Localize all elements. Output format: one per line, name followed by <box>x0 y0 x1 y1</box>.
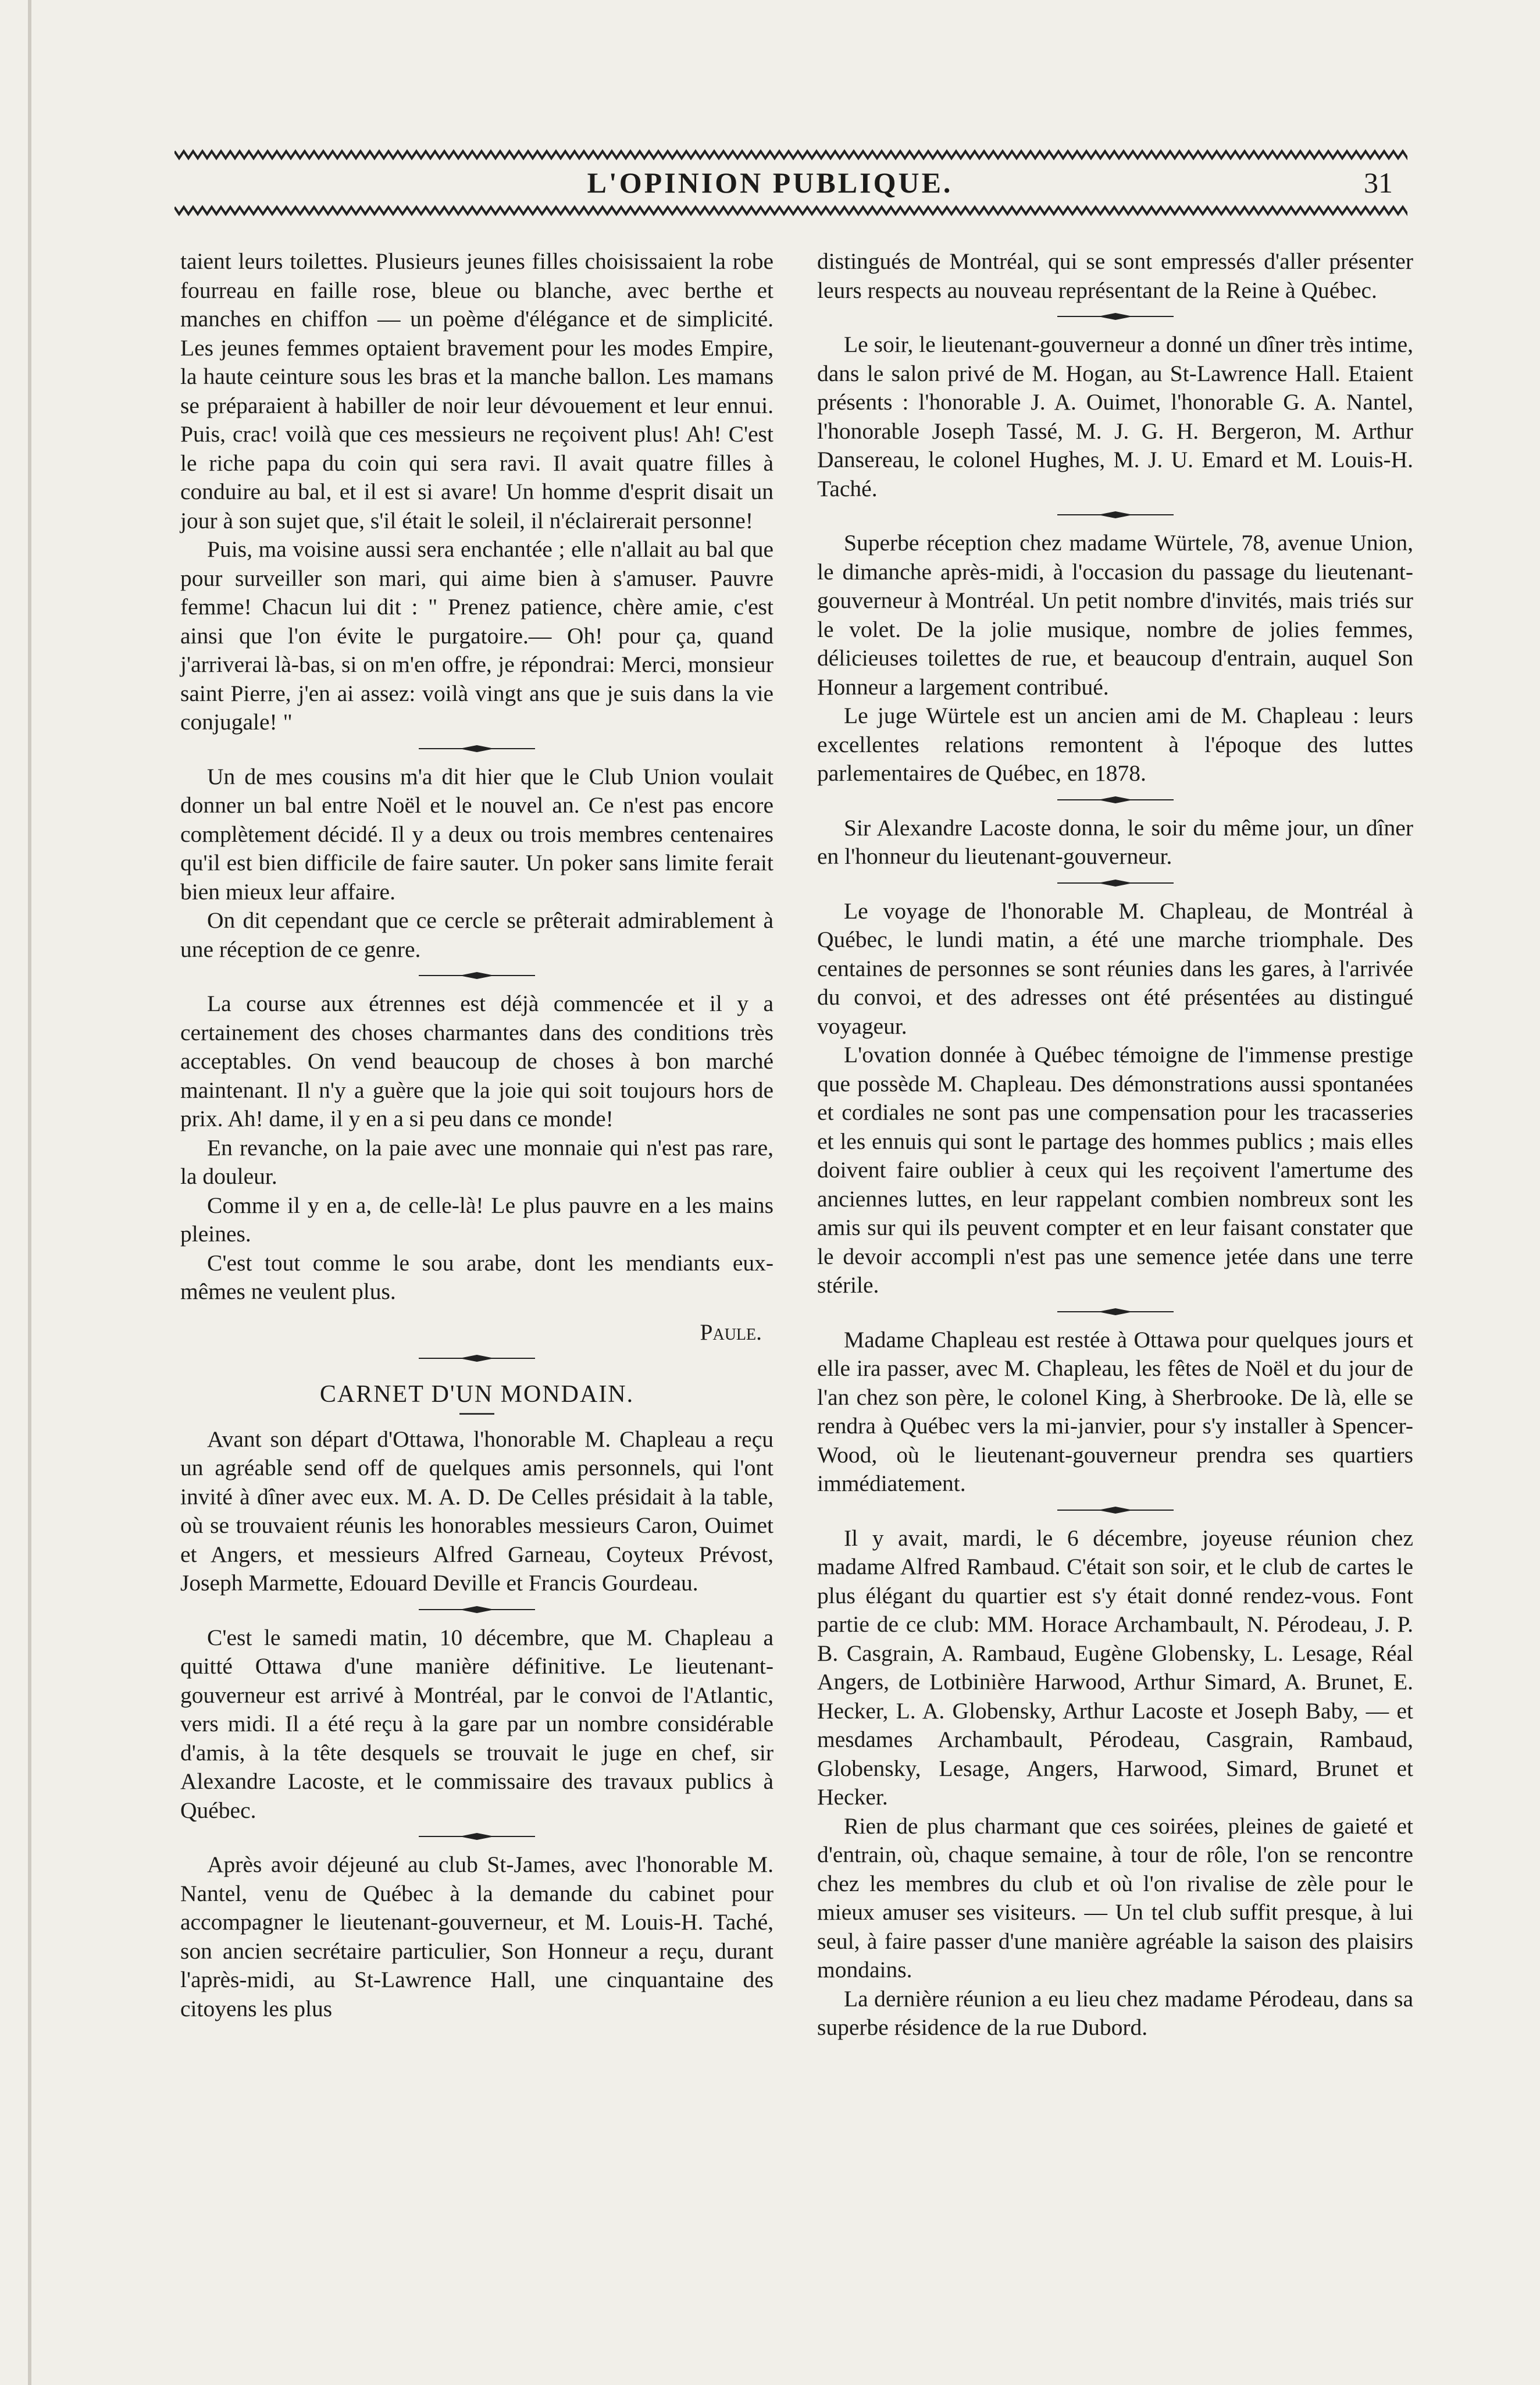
paragraph: Le soir, le lieutenant-gouverneur a donné un dîner très intime, dans le salon privé de M. Hogan, au St-Lawrence Hall. Etaient présents : l'honorable J. A. Ouimet, l'honorable G. A. Nantel, l'honorable Joseph Tassé, M. J. G. H. Bergeron, M. Arthur Dansereau, le colonel Hughes, M. J. U. Emard et M. Louis-H. Taché. <box>817 332 1413 501</box>
section-title: CARNET D'UN MONDAIN. <box>319 1381 634 1408</box>
paragraph: distingués de Montréal, qui se sont empressés d'aller présenter leurs respects au nouveau représentant de la Reine à Québec. <box>817 248 1413 303</box>
paragraph: Il y avait, mardi, le 6 décembre, joyeuse réunion chez madame Alfred Rambaud. C'était son soir, et le club de cartes le plus élégant du quartier est s'y était donné rendez-vous. Font partie de ce club: MM. Horace Archambault, N. Pérodeau, J. P. B. Casgrain, A. Rambaud, Eugène Globensky, L. Lesage, Réal Angers, de Lotbinière Harwood, Arthur Simard, A. Brunet, E. Hecker, L. A. Globensky, Arthur Lacoste et Joseph Baby, — et mesdames Archambault, Pérodeau, Casgrain, Rambaud, Globensky, Lesage, Angers, Harwood, Simard, Brunet et Hecker. <box>817 1525 1413 1810</box>
paragraph: Avant son départ d'Ottawa, l'honorable M. Chapleau a reçu un agréable send off de quelques amis personnels, qui l'ont invité à dîner avec eux. M. A. D. De Celles présidait à la table, où se trouvaient réunis les honorables messieurs Caron, Ouimet et Angers, et messieurs Alfred Garneau, Coyteux Prévost, Joseph Marmette, Edouard Deville et Francis Gourdeau. <box>180 1426 773 1596</box>
page-number: 31 <box>1364 166 1393 199</box>
section-separator <box>817 1498 1413 1524</box>
paragraph: Puis, ma voisine aussi sera enchantée ; elle n'allait au bal que pour surveiller son mari, qui aime bien à s'amuser. Pauvre femme! Chacun lui dit : " Prenez patience, chère amie, c'est ainsi que l'on évite le purgatoire.— Oh! pour ça, quand j'arriverai là-bas, si on m'en offre, je répondrai: Merci, monsieur saint Pierre, j'en ai assez: voilà vingt ans que je suis dans la vie conjugale! " <box>180 536 773 735</box>
top-wave-rule <box>174 148 1407 162</box>
title-rule <box>459 1413 494 1415</box>
paragraph: Madame Chapleau est restée à Ottawa pour quelques jours et elle ira passer, avec M. Chapleau, les fêtes de Noël et du jour de l'an chez son père, le colonel King, à Sherbrooke. De là, elle se rendra à Québec vers la mi-janvier, pour s'y installer à Spencer-Wood, où le lieutenant-gouverneur prendra ses quartiers immédiatement. <box>817 1326 1413 1496</box>
paragraph: Comme il y en a, de celle-là! Le plus pauvre en a les mains pleines. <box>180 1192 773 1247</box>
section-separator <box>180 1347 773 1372</box>
paragraph: La course aux étrennes est déjà commencée et il y a certainement des choses charmantes dans des conditions très acceptables. On vend beaucoup de choses à bon marché maintenant. Il n'y a guère que la joie qui soit toujours hors de prix. Ah! dame, il y en a si peu dans ce monde! <box>180 991 773 1131</box>
paragraph: taient leurs toilettes. Plusieurs jeunes filles choisissaient la robe fourreau en faille rose, bleue ou blanche, avec berthe et manches en chiffon — un poème d'élégance et de simplicité. Les jeunes femmes optaient bravement pour les modes Empire, la haute ceinture sous les bras et la manche ballon. Les mamans se préparaient à habiller de noir leur dévouement et leur ennui. Puis, crac! voilà que ces messieurs ne reçoivent plus! Ah! C'est le riche papa du coin qui sera ravi. Il avait quatre filles à conduire au bal, et il est si avare! Un homme d'esprit disait un jour à son sujet que, s'il était le soleil, il n'éclairerait personne! <box>180 248 773 533</box>
author-signature: Paule. <box>700 1319 762 1345</box>
section-separator <box>817 871 1413 897</box>
paragraph: C'est le samedi matin, 10 décembre, que M. Chapleau a quitté Ottawa d'une manière définitive. Le lieutenant-gouverneur est arrivé à Montréal, par le convoi de l'Atlantic, vers midi. Il a été reçu à la gare par un nombre considérable d'amis, à la tête desquels se trouvait le juge en chef, sir Alexandre Lacoste, et le commissaire des travaux publics à Québec. <box>180 1624 773 1823</box>
paragraph: Le voyage de l'honorable M. Chapleau, de Montréal à Québec, le lundi matin, a été une marche triomphale. Des centaines de personnes se sont réunies dans les gares, à l'arrivée du convoi, et des adresses ont été présentées au distingué voyageur. <box>817 898 1413 1039</box>
paragraph: On dit cependant que ce cercle se prêterait admirablement à une réception de ce genre. <box>180 907 773 962</box>
section-separator <box>180 964 773 989</box>
paragraph: Superbe réception chez madame Würtele, 78, avenue Union, le dimanche après-midi, à l'occasion du passage du lieutenant-gouverneur à Montréal. Un petit nombre d'invités, mais triés sur le volet. De la jolie musique, nombre de jolies femmes, délicieuses toilettes de rue, et beaucoup d'entrain, auquel Son Honneur a largement contribué. <box>817 530 1413 700</box>
running-header: L'OPINION PUBLIQUE. <box>587 166 953 199</box>
paragraph: Sir Alexandre Lacoste donna, le soir du même jour, un dîner en l'honneur du lieutenant-gouverneur. <box>817 814 1413 869</box>
paragraph: L'ovation donnée à Québec témoigne de l'immense prestige que possède M. Chapleau. Des démonstrations aussi spontanées et cordiales ne sont pas une compensation pour les tracasseries et les ennuis qui sont le partage des hommes publics ; mais elles doivent faire oublier à ceux qui les reçoivent l'amertume des anciennes luttes, en leur rappelant combien nombreux sont les amis sur qui ils peuvent compter et en leur faisant constater que le devoir accompli n'est pas une semence jetée dans une terre stérile. <box>817 1042 1413 1298</box>
paragraph: Après avoir déjeuné au club St-James, avec l'honorable M. Nantel, venu de Québec à la demande du cabinet pour accompagner le lieutenant-gouverneur, et M. Louis-H. Taché, son ancien secrétaire particulier, Son Honneur a reçu, durant l'après-midi, au St-Lawrence Hall, une cinquantaine des citoyens les plus <box>180 1852 773 2021</box>
right-column <box>817 247 1413 2042</box>
section-separator <box>817 1300 1413 1326</box>
paragraph: Un de mes cousins m'a dit hier que le Club Union voulait donner un bal entre Noël et le nouvel an. Ce n'est pas encore complètement décidé. Il y a deux ou trois membres centenaires qu'il est bien difficile de faire sauter. Un poker sans limite ferait bien mieux leur affaire. <box>180 763 773 905</box>
left-column <box>180 247 773 2023</box>
section-separator <box>180 737 773 763</box>
section-separator <box>817 503 1413 529</box>
bottom-wave-rule <box>174 204 1407 218</box>
paragraph: En revanche, on la paie avec une monnaie qui n'est pas rare, la douleur. <box>180 1134 773 1189</box>
paragraph: Rien de plus charmant que ces soirées, pleines de gaieté et d'entrain, où, chaque semaine, à tour de rôle, l'on se rencontre chez les membres du club et où l'on rivalise de zèle pour le mieux amuser ses visiteurs. — Un tel club suffit presque, à lui seul, à faire passer d'une manière agréable la saison des plaisirs mondains. <box>817 1813 1413 1982</box>
paragraph: Le juge Würtele est un ancien ami de M. Chapleau : leurs excellentes relations remontent à l'époque des luttes parlementaires de Québec, en 1878. <box>817 703 1413 786</box>
section-separator <box>180 1598 773 1624</box>
section-separator <box>817 305 1413 330</box>
section-separator <box>180 1825 773 1850</box>
section-separator <box>817 788 1413 814</box>
paragraph: La dernière réunion a eu lieu chez madame Pérodeau, dans sa superbe résidence de la rue Dubord. <box>817 1985 1413 2040</box>
page-edge <box>28 0 31 2385</box>
paragraph: C'est tout comme le sou arabe, dont les mendiants eux-mêmes ne veulent plus. <box>180 1250 773 1304</box>
